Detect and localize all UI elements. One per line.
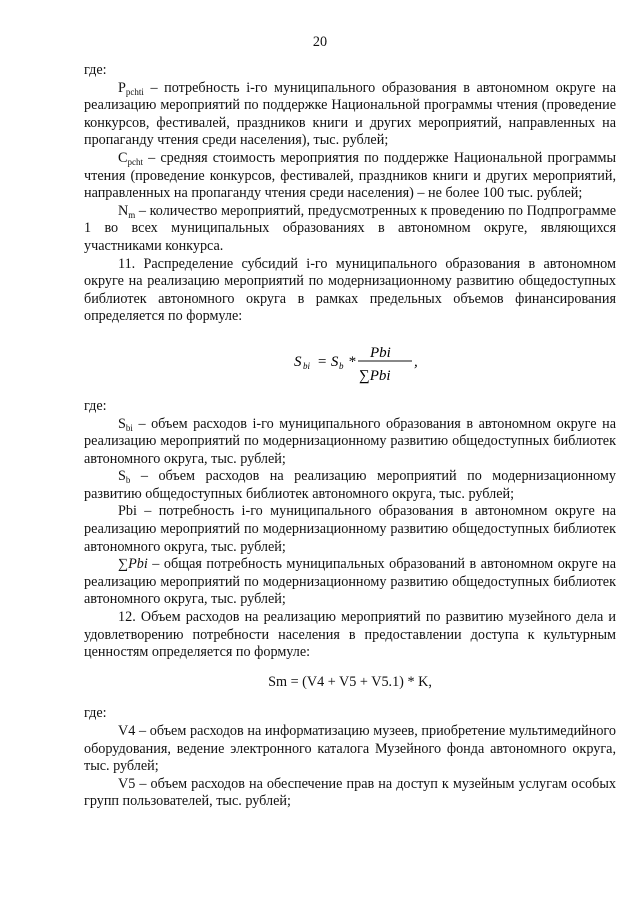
definition-p-pchti	[84, 80, 616, 150]
paragraph-item-11: 11. Распределение субсидий i-го муниципального образования в автономном округе на реализацию мероприятий по модернизационному развитию общедоступных библиотек автономного округа в рамках предельных объемов финансирования определяется по формуле:	[84, 255, 616, 325]
formula-sm: Sm = (V4 + V5 + V5.1) * K,	[268, 673, 432, 690]
definition-text: – общая потребность муниципальных образований в автономном округе на реализацию мероприятий по модернизационному развитию общедоступных библиотек автономного округа, тыс. рублей;	[84, 556, 616, 608]
definition-pbi: Pbi – потребность i-го муниципального образования в автономном округе на реализацию мероприятий по модернизационному развитию общедоступных библиотек автономного округа, тыс. рублей;	[84, 503, 616, 555]
where-label: где:	[84, 397, 107, 414]
page-number: 20	[312, 34, 328, 50]
symbol: P	[118, 79, 126, 96]
formula-multiply: *	[348, 353, 356, 370]
symbol-subscript: pchti	[125, 86, 144, 97]
definition-sum-pbi	[84, 556, 616, 609]
symbol: N	[118, 202, 129, 219]
symbol: S	[118, 468, 126, 485]
symbol-subscript: b	[125, 475, 131, 486]
symbol: S	[118, 415, 126, 432]
formula-numerator: Pbi	[370, 344, 391, 361]
definition-text: – средняя стоимость мероприятия по поддержке Национальной программы чтения (проведение конкурсов, фестивалей, праздников книги и других мероприятий, направленных на пропаганду чтения среди населения) – не более 100 тыс. рублей;	[84, 149, 616, 202]
where-label: где:	[84, 62, 107, 78]
symbol: C	[118, 149, 128, 166]
paragraph-item-12: 12. Объем расходов на реализацию мероприятий по развитию музейного дела и удовлетворению потребности населения в предоставлении доступа к культурным ценностям определяется по формуле:	[84, 609, 616, 661]
definition-c-pchti	[84, 150, 616, 203]
document-body	[84, 62, 616, 811]
definition-s-bi	[84, 416, 616, 469]
symbol-subscript: bi	[125, 422, 133, 433]
formula-sbi-graphic	[292, 336, 422, 386]
definition-text: – объем расходов i-го муниципального образования в автономном округе на реализацию мероприятий по модернизационному развитию общедоступных библиотек автономного округа, тыс. рублей;	[84, 415, 616, 467]
where-label: где:	[84, 705, 107, 722]
symbol: ∑Pbi	[118, 556, 148, 573]
symbol-subscript: pcht	[127, 156, 143, 167]
symbol-subscript: m	[128, 209, 136, 220]
definition-s-b	[84, 468, 616, 503]
formula-eq: = S	[317, 353, 339, 370]
definition-text: – объем расходов на реализацию мероприятий по модернизационному развитию общедоступных библиотек автономного округа, тыс. рублей;	[84, 468, 616, 502]
formula-tail: ,	[414, 353, 418, 370]
formula-sbi	[84, 336, 616, 386]
definition-text: – потребность i-го муниципального образования в автономном округе на реализацию мероприятий по поддержке Национальной программы чтения (проведение конкурсов, фестивалей, праздников книги и других мероприятий, направленных на пропаганду чтения среди населения), тыс. рублей;	[84, 79, 616, 149]
formula-lhs: S	[294, 353, 302, 370]
definition-v5: V5 – объем расходов на обеспечение прав на доступ к музейным услугам особых групп пользователей, тыс. рублей;	[84, 775, 616, 810]
definition-text: – количество мероприятий, предусмотренных к проведению по Подпрограмме 1 во всех муниципальных образованиях в автономном округе, являющихся участниками конкурса.	[84, 202, 616, 254]
formula-denominator: ∑Pbi	[359, 367, 391, 384]
definition-v4: V4 – объем расходов на информатизацию музеев, приобретение мультимедийного оборудования, ведение электронного каталога Музейного фонда автономного округа, тыс. рублей;	[84, 723, 616, 775]
definition-n-m	[84, 203, 616, 256]
formula-eq-subscript: b	[339, 360, 344, 371]
formula-lhs-subscript: bi	[303, 360, 311, 371]
